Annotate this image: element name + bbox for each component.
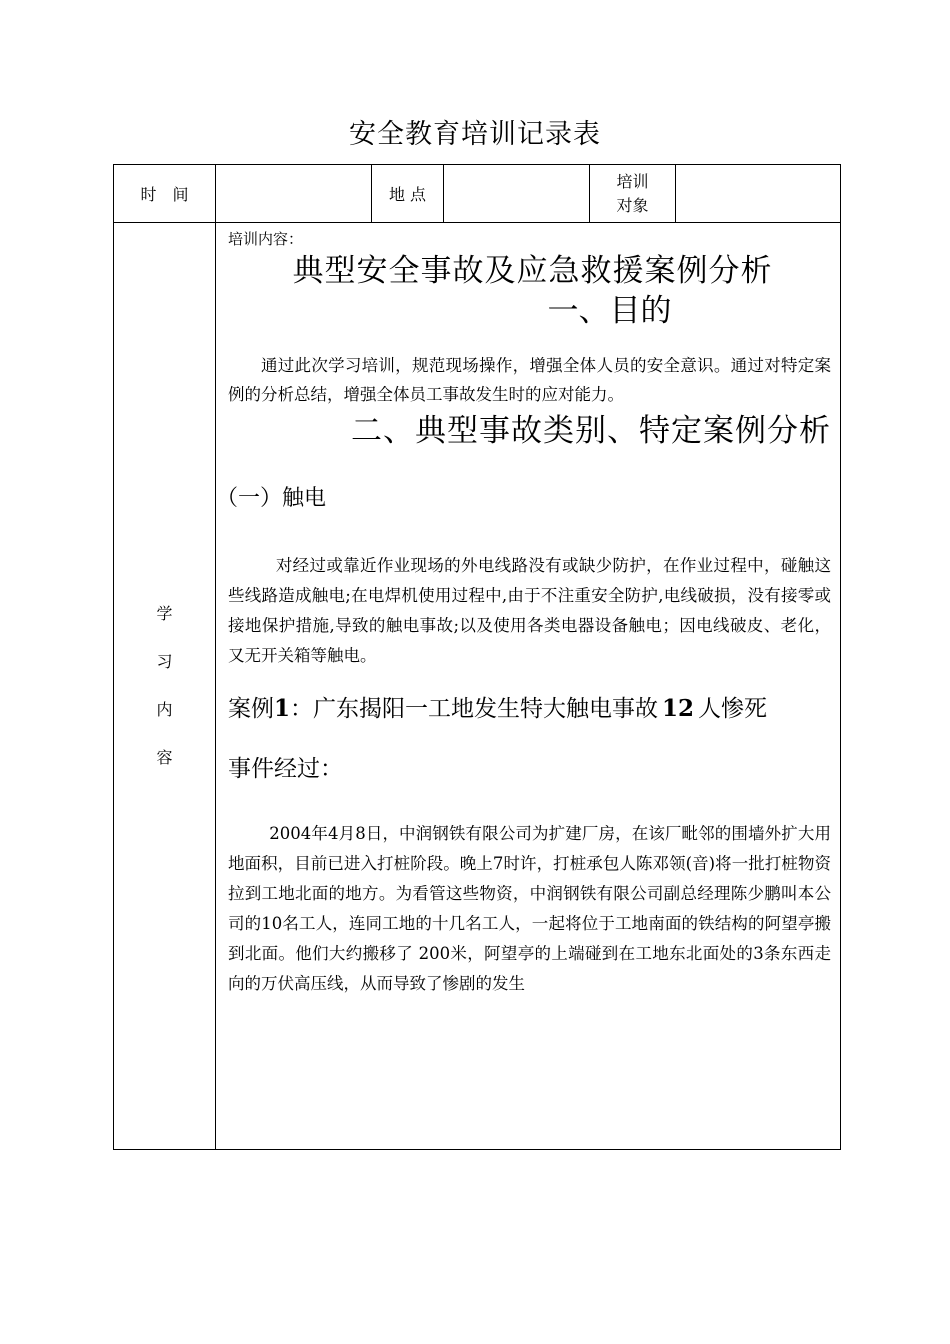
document-title: 安全教育培训记录表	[349, 119, 601, 150]
section1-heading: 一、目的	[547, 293, 672, 329]
event-paragraph: 2004年4月8日，中润钢铁有限公司为扩建厂房，在该厂毗邻的围墙外扩大用地面积，目前已进入打桩阶段。晚上7时许，打桩承包人陈邓领(音)将一批打桩物资拉到工地北面的地方。为看管这些物资，中润钢铁有限公司副总经理陈少鹏叫本公司的10名工人，连同工地的十几名工人，一起将位于工地南面的铁结构的阿望亭搬到北面。他们大约搬移了 200米，阿望亭的上端碰到在工地东北面处的3条东西走向的万伏高压线，从而导致了惨剧的发生	[228, 824, 831, 993]
study-content-cell	[216, 223, 841, 1150]
study-content-label	[114, 223, 216, 1150]
case-mid: ：广东揭阳一工地发生特大触电事故	[290, 696, 659, 722]
case-number: 1	[274, 695, 291, 722]
header-row	[114, 165, 841, 223]
content-label: 培训内容：	[228, 230, 304, 248]
label-char: 容	[156, 748, 173, 767]
target-label	[590, 165, 676, 223]
place-label: 地 点	[372, 165, 444, 223]
event-heading: 事件经过：	[228, 756, 343, 782]
target-label-line2: 对象	[616, 195, 649, 215]
target-label-line1: 培训	[616, 171, 649, 191]
label-char: 学	[156, 604, 173, 623]
subsection-paragraph: 对经过或靠近作业现场的外电线路没有或缺少防护，在作业过程中，碰触这些线路造成触电;在电焊机使用过程中,由于不注重安全防护,电线破损，没有接零或接地保护措施,导致的触电事故;以及使用各类电器设备触电；因电线破皮、老化，又无开关箱等触电。	[228, 556, 831, 665]
label-char: 习	[156, 652, 173, 671]
main-heading: 典型安全事故及应急救援案例分析	[292, 253, 773, 289]
subsection-heading: （一）触电	[216, 486, 327, 511]
case-count: 12	[662, 695, 695, 722]
training-record-table	[113, 164, 841, 1150]
time-label: 时 间	[114, 165, 216, 223]
section1-paragraph: 通过此次学习培训，规范现场操作，增强全体人员的安全意识。通过对特定案例的分析总结，增强全体员工事故发生时的应对能力。	[228, 356, 831, 404]
case-suffix: 人惨死	[698, 696, 768, 722]
study-content-row	[114, 223, 841, 1150]
target-value	[676, 165, 841, 223]
case-heading	[228, 693, 831, 725]
time-value	[216, 165, 372, 223]
section2-heading: 二、典型事故类别、特定案例分析	[351, 413, 831, 449]
case-prefix: 案例	[228, 696, 274, 722]
label-char: 内	[156, 700, 173, 719]
place-value	[444, 165, 590, 223]
